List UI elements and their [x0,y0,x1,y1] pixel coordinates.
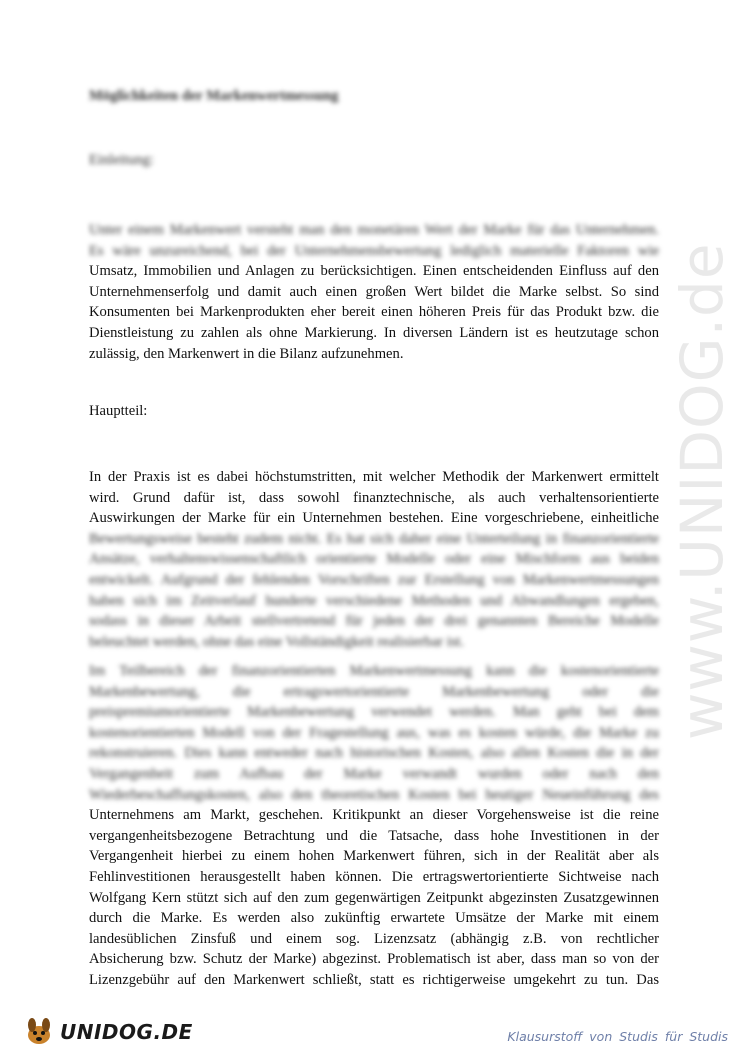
logo-text: UNIDOG.DE [60,1020,193,1044]
text-line: vergangenheitsbezogene Betrachtung und die Tatsache, dass hohe Investitionen in der [89,827,659,844]
dog-icon [22,1015,56,1049]
text-line: zulässig, den Markenwert in die Bilanz aufzunehmen. [89,345,404,362]
text-line: Wolfgang Kern stützt sich auf den zum gegenwärtigen Zeitpunkt abgezinsten Zusatzgewinnen [89,889,659,906]
text-line: Umsatz, Immobilien und Anlagen zu berücksichtigen. Einen entscheidenden Einfluss auf den [89,263,659,280]
intro-heading: Einleitung: [89,152,154,168]
text-line: Wiederbeschaffungskosten, also den theoretischen Kosten bei heutiger Neueinführung des [89,786,659,803]
text-line: wird. Grund dafür ist, dass sowohl finanztechnische, als auch verhaltensorientierte [89,489,659,506]
watermark: www.UNIDOG.de [668,242,736,740]
text-line: Dienstleistung zu zahlen als ohne Markierung. In diversen Ländern ist es heutzutage schon [89,324,659,341]
main-heading: Hauptteil: [89,403,148,419]
intro-paragraph [89,220,659,364]
text-line: Im Teilbereich der finanzorientierten Markenwertmessung kann die kostenorientierte [89,663,659,679]
text-line: Absicherung bzw. Schutz der Marke) abgezinst. Problematisch ist aber, dass man so von der [89,951,659,968]
text-line: Vergangenheit zum Aufbau der Marke verwandt wurden oder nach den [89,765,659,782]
text-line: Fehlinvestitionen herausgestellt haben können. Die ertragswertorientierte Sichtweise nach [89,868,659,885]
text-line: haben sich im Zeitverlauf hunderte verschiedene Methoden und Abwandlungen ergeben, [89,592,659,609]
text-line: Auswirkungen der Marke für ein Unternehmen bestehen. Eine vorgeschriebene, einheitliche [89,510,659,527]
text-line: kostenorientierten Modell von der Fragestellung aus, was es kosten würde, die Marke zu [89,724,659,741]
text-line: rekonstruieren. Dies kann entweder nach historischen Kosten, also allen Kosten die in der [89,745,659,762]
text-line: Unternehmenserfolg und damit auch einen großen Wert bildet die Marke selbst. So sind [89,283,659,300]
text-line: Es wäre unzureichend, bei der Unternehmensbewertung lediglich materielle Faktoren wie [89,242,659,259]
text-line: preispremiumorientierte Markenbewertung verwendet werden. Man geht bei dem [89,704,659,721]
text-line: Ansätze, verhaltenswissenschaftlich orientierte Modelle oder eine Mischform aus beiden [89,551,659,568]
document-title: Möglichkeiten der Markenwertmessung [89,88,339,104]
text-line: entwickelt. Aufgrund der fehlenden Vorschriften zur Erstellung von Markenwertmessungen [89,571,659,588]
text-line: durch die Marke. Es werden also zukünftig erwartete Umsätze der Marke mit einem [89,910,659,927]
text-line: Unter einem Markenwert versteht man den monetären Wert der Marke für das Unternehmen. [89,222,659,238]
main-paragraph-2 [89,661,659,991]
text-line: beleuchtet werden, ohne das eine Vollständigkeit realisierbar ist. [89,633,465,650]
text-line: In der Praxis ist es dabei höchstumstritten, mit welcher Methodik der Markenwert ermittelt [89,469,659,485]
unidog-logo [22,1015,193,1049]
text-line: Markenbewertung, die ertragswertorientierte Markenbewertung oder die [89,683,659,700]
text-line: sodass in dieser Arbeit stellvertretend für jeden der drei genannten Bereiche Modelle [89,613,659,630]
text-line: Lizenzgebühr auf den Markenwert schließt, statt es richtigerweise umgekehrt zu tun. Das [89,971,659,988]
main-paragraph-1 [89,467,659,652]
text-line: Bewertungsweise besteht zudem nicht. Es hat sich daher eine Unterteilung in finanzorientierte [89,530,659,547]
text-line: landesüblichen Zinsfuß und einem sog. Lizenzsatz (abhängig z.B. von rechtlicher [89,930,659,947]
text-line: Konsumenten bei Markenprodukten eher bereit einen höheren Preis für das Produkt bzw. die [89,304,659,321]
text-line: Unternehmens am Markt, geschehen. Kritikpunkt an dieser Vorgehensweise ist die reine [89,807,659,824]
text-line: Vergangenheit hierbei zu einem hohen Markenwert führen, sich in der Realität aber als [89,848,659,865]
footer-tagline: Klausurstoff von Studis für Studis [507,1029,728,1044]
